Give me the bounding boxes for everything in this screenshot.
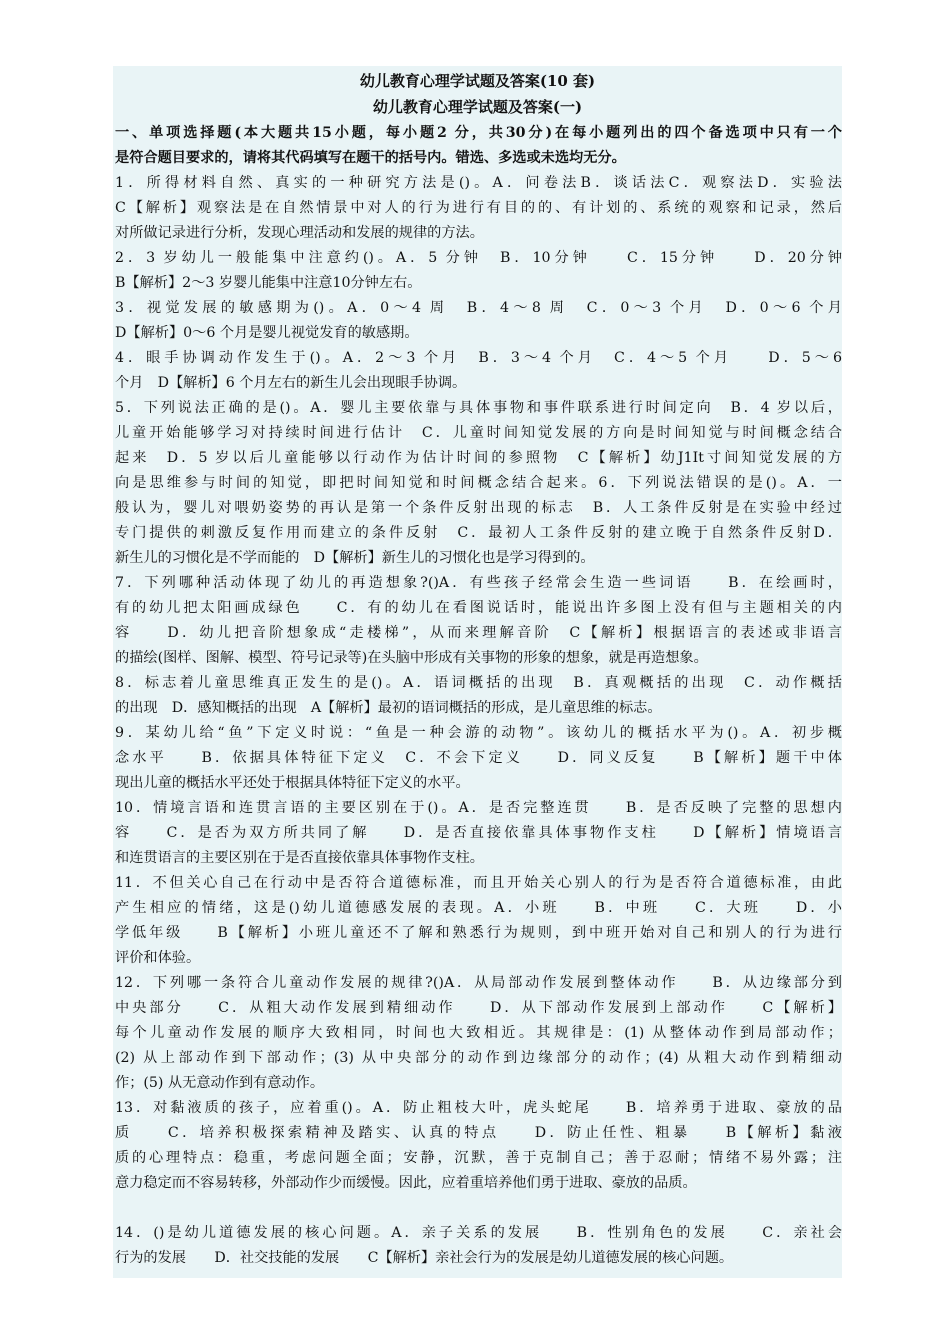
question-line: 般认为，婴儿对喂奶姿势的再认是第一个条件反射出现的标志 B．人工条件反射是在实验中经过 bbox=[115, 500, 842, 516]
question-line: 起来 D．5 岁以后儿童能够以行动作为估计时间的参照物 C【解析】幼J1It寸间知觉发展的方 bbox=[115, 450, 842, 466]
question-line: 质 C．培养积极探索精神及踏实、认真的特点 D．防止任性、粗暴 B【解析】黏液 bbox=[115, 1125, 842, 1141]
question-line: 有的幼儿把太阳画成绿色 C．有的幼儿在看图说话时，能说出许多图上没有但与主题相关的内 bbox=[115, 600, 842, 616]
question-line: 的描绘(图样、图解、模型、符号记录等)在头脑中形成有关事物的形象的想象，就是再造想象。 bbox=[115, 650, 708, 666]
question-line: 质的心理特点：稳重，考虑问题全面；安静，沉默，善于克制自己；善于忍耐；情绪不易外露；注 bbox=[115, 1150, 842, 1166]
question-line: (2) 从上部动作到下部动作；(3) 从中央部分的动作到边缘部分的动作；(4) 从粗大动作到精细动 bbox=[115, 1050, 842, 1066]
question-line: 14．()是幼儿道德发展的核心问题。A．亲子关系的发展 B．性别角色的发展 C．亲社会 bbox=[115, 1225, 842, 1241]
question-line: 行为的发展 D．社交技能的发展 C【解析】亲社会行为的发展是幼儿道德发展的核心问题。 bbox=[115, 1250, 734, 1266]
question-line: 专门提供的刺激反复作用而建立的条件反射 C．最初人工条件反射的建立晚于自然条件反射D． bbox=[115, 525, 842, 541]
question-line: 对所做记录进行分析，发现心理活动和发展的规律的方法。 bbox=[115, 225, 484, 241]
question-line: 13．对黏液质的孩子，应着重()。A．防止粗枝大叶，虎头蛇尾 B．培养勇于进取、豪放的品 bbox=[115, 1100, 842, 1116]
question-line: 现出儿童的概括水平还处于根据具体特征下定义的水平。 bbox=[115, 775, 470, 791]
question-line: 学低年级 B【解析】小班儿童还不了解和熟悉行为规则，到中班开始对自己和别人的行为进行 bbox=[115, 925, 842, 941]
question-line: 10．情境言语和连贯言语的主要区别在于()。A．是否完整连贯 B．是否反映了完整的思想内 bbox=[115, 800, 842, 816]
question-line: 的出现 D．感知概括的出现 A【解析】最初的语词概括的形成，是儿童思维的标志。 bbox=[115, 700, 662, 716]
question-line: B【解析】2～3 岁婴儿能集中注意10分钟左右。 bbox=[115, 275, 422, 291]
question-line: 中央部分 C．从粗大动作发展到精细动作 D．从下部动作发展到上部动作 C【解析】 bbox=[115, 1000, 842, 1016]
question-line: 个月 D【解析】6 个月左右的新生儿会出现眼手协调。 bbox=[115, 375, 467, 391]
question-line: 4．眼手协调动作发生于()。A．2～3 个月 B．3～4 个月 C．4～5 个月 D．5～6 bbox=[115, 350, 842, 366]
question-line: C【解析】观察法是在自然情景中对人的行为进行有目的的、有计划的、系统的观察和记录，然后 bbox=[115, 200, 842, 216]
question-line: 容 D．幼儿把音阶想象成“走楼梯”，从而来理解音阶 C【解析】根据语言的表述或非语言 bbox=[115, 625, 842, 641]
question-line: 儿童开始能够学习对持续时间进行估计 C．儿童时间知觉发展的方向是时间知觉与时间概念结合 bbox=[115, 425, 842, 441]
question-line: 3．视觉发展的敏感期为()。A．0～4 周 B．4～8 周 C．0～3 个月 D．0～6 个月 bbox=[115, 300, 842, 316]
question-line: 评价和体验。 bbox=[115, 950, 201, 966]
question-line: 容 C．是否为双方所共同了解 D．是否直接依靠具体事物作支柱 D【解析】情境语言 bbox=[115, 825, 842, 841]
document-title: 幼儿教育心理学试题及答案(10 套) bbox=[359, 72, 596, 90]
question-line: 向是思维参与时间的知觉，即把时间知觉和时间概念结合起来。6．下列说法错误的是()。A．一 bbox=[115, 475, 842, 491]
question-line: 8．标志着儿童思维真正发生的是()。A．语词概括的出现 B．真观概括的出现 C．动作概括 bbox=[115, 675, 842, 691]
question-line: 新生儿的习惯化是不学而能的 D【解析】新生儿的习惯化也是学习得到的。 bbox=[115, 550, 595, 566]
question-line: D【解析】0～6 个月是婴儿视觉发育的敏感期。 bbox=[115, 325, 419, 341]
question-line: 和连贯语言的主要区别在于是否直接依靠具体事物作支柱。 bbox=[115, 850, 484, 866]
question-line: 念水平 B．依据具体特征下定义 C．不会下定义 D．同义反复 B【解析】题干中体 bbox=[115, 750, 842, 766]
question-line: 11．不但关心自己在行动中是否符合道德标准，而且开始关心别人的行为是否符合道德标准，由此 bbox=[115, 875, 842, 891]
question-line: 9．某幼儿给“鱼”下定义时说：“鱼是一种会游的动物”。该幼儿的概括水平为()。A．初步概 bbox=[115, 725, 842, 741]
question-line: 每个儿童动作发展的顺序大致相同，时间也大致相近。其规律是：(1) 从整体动作到局部动作； bbox=[115, 1025, 842, 1041]
question-line: 1．所得材料自然、真实的一种研究方法是()。A．问卷法B．谈话法C．观察法D．实验法 bbox=[115, 175, 842, 191]
question-line: 意力稳定而不容易转移，外部动作少而缓慢。因此，应着重培养他们勇于进取、豪放的品质。 bbox=[115, 1175, 697, 1191]
question-line: 5．下列说法正确的是()。A．婴儿主要依靠与具体事物和事件联系进行时间定向 B．4 岁以后， bbox=[115, 400, 842, 416]
document-subtitle: 幼儿教育心理学试题及答案(一) bbox=[372, 98, 583, 116]
question-line: 12．下列哪一条符合儿童动作发展的规律?()A．从局部动作发展到整体动作 B．从边缘部分到 bbox=[115, 975, 842, 991]
question-line: 产生相应的情绪，这是()幼儿道德感发展的表现。A．小班 B．中班 C．大班 D．小 bbox=[115, 900, 842, 916]
question-line: 2．3 岁幼儿一般能集中注意约()。A．5 分钟 B．10分钟 C．15分钟 D．20分钟 bbox=[115, 250, 842, 266]
question-line: 7．下列哪种活动体现了幼儿的再造想象?()A．有些孩子经常会生造一些词语 B．在绘画时， bbox=[115, 575, 842, 591]
question-line: 作；(5) 从无意动作到有意动作。 bbox=[115, 1075, 325, 1091]
section-heading-line: 一、单项选择题(本大题共15小题，每小题2 分，共30分)在每小题列出的四个备选项中只有一个 bbox=[115, 125, 842, 141]
document-page bbox=[113, 66, 842, 1278]
section-heading-line: 是符合题目要求的，请将其代码填写在题干的括号内。错选、多选或未选均无分。 bbox=[115, 150, 626, 166]
